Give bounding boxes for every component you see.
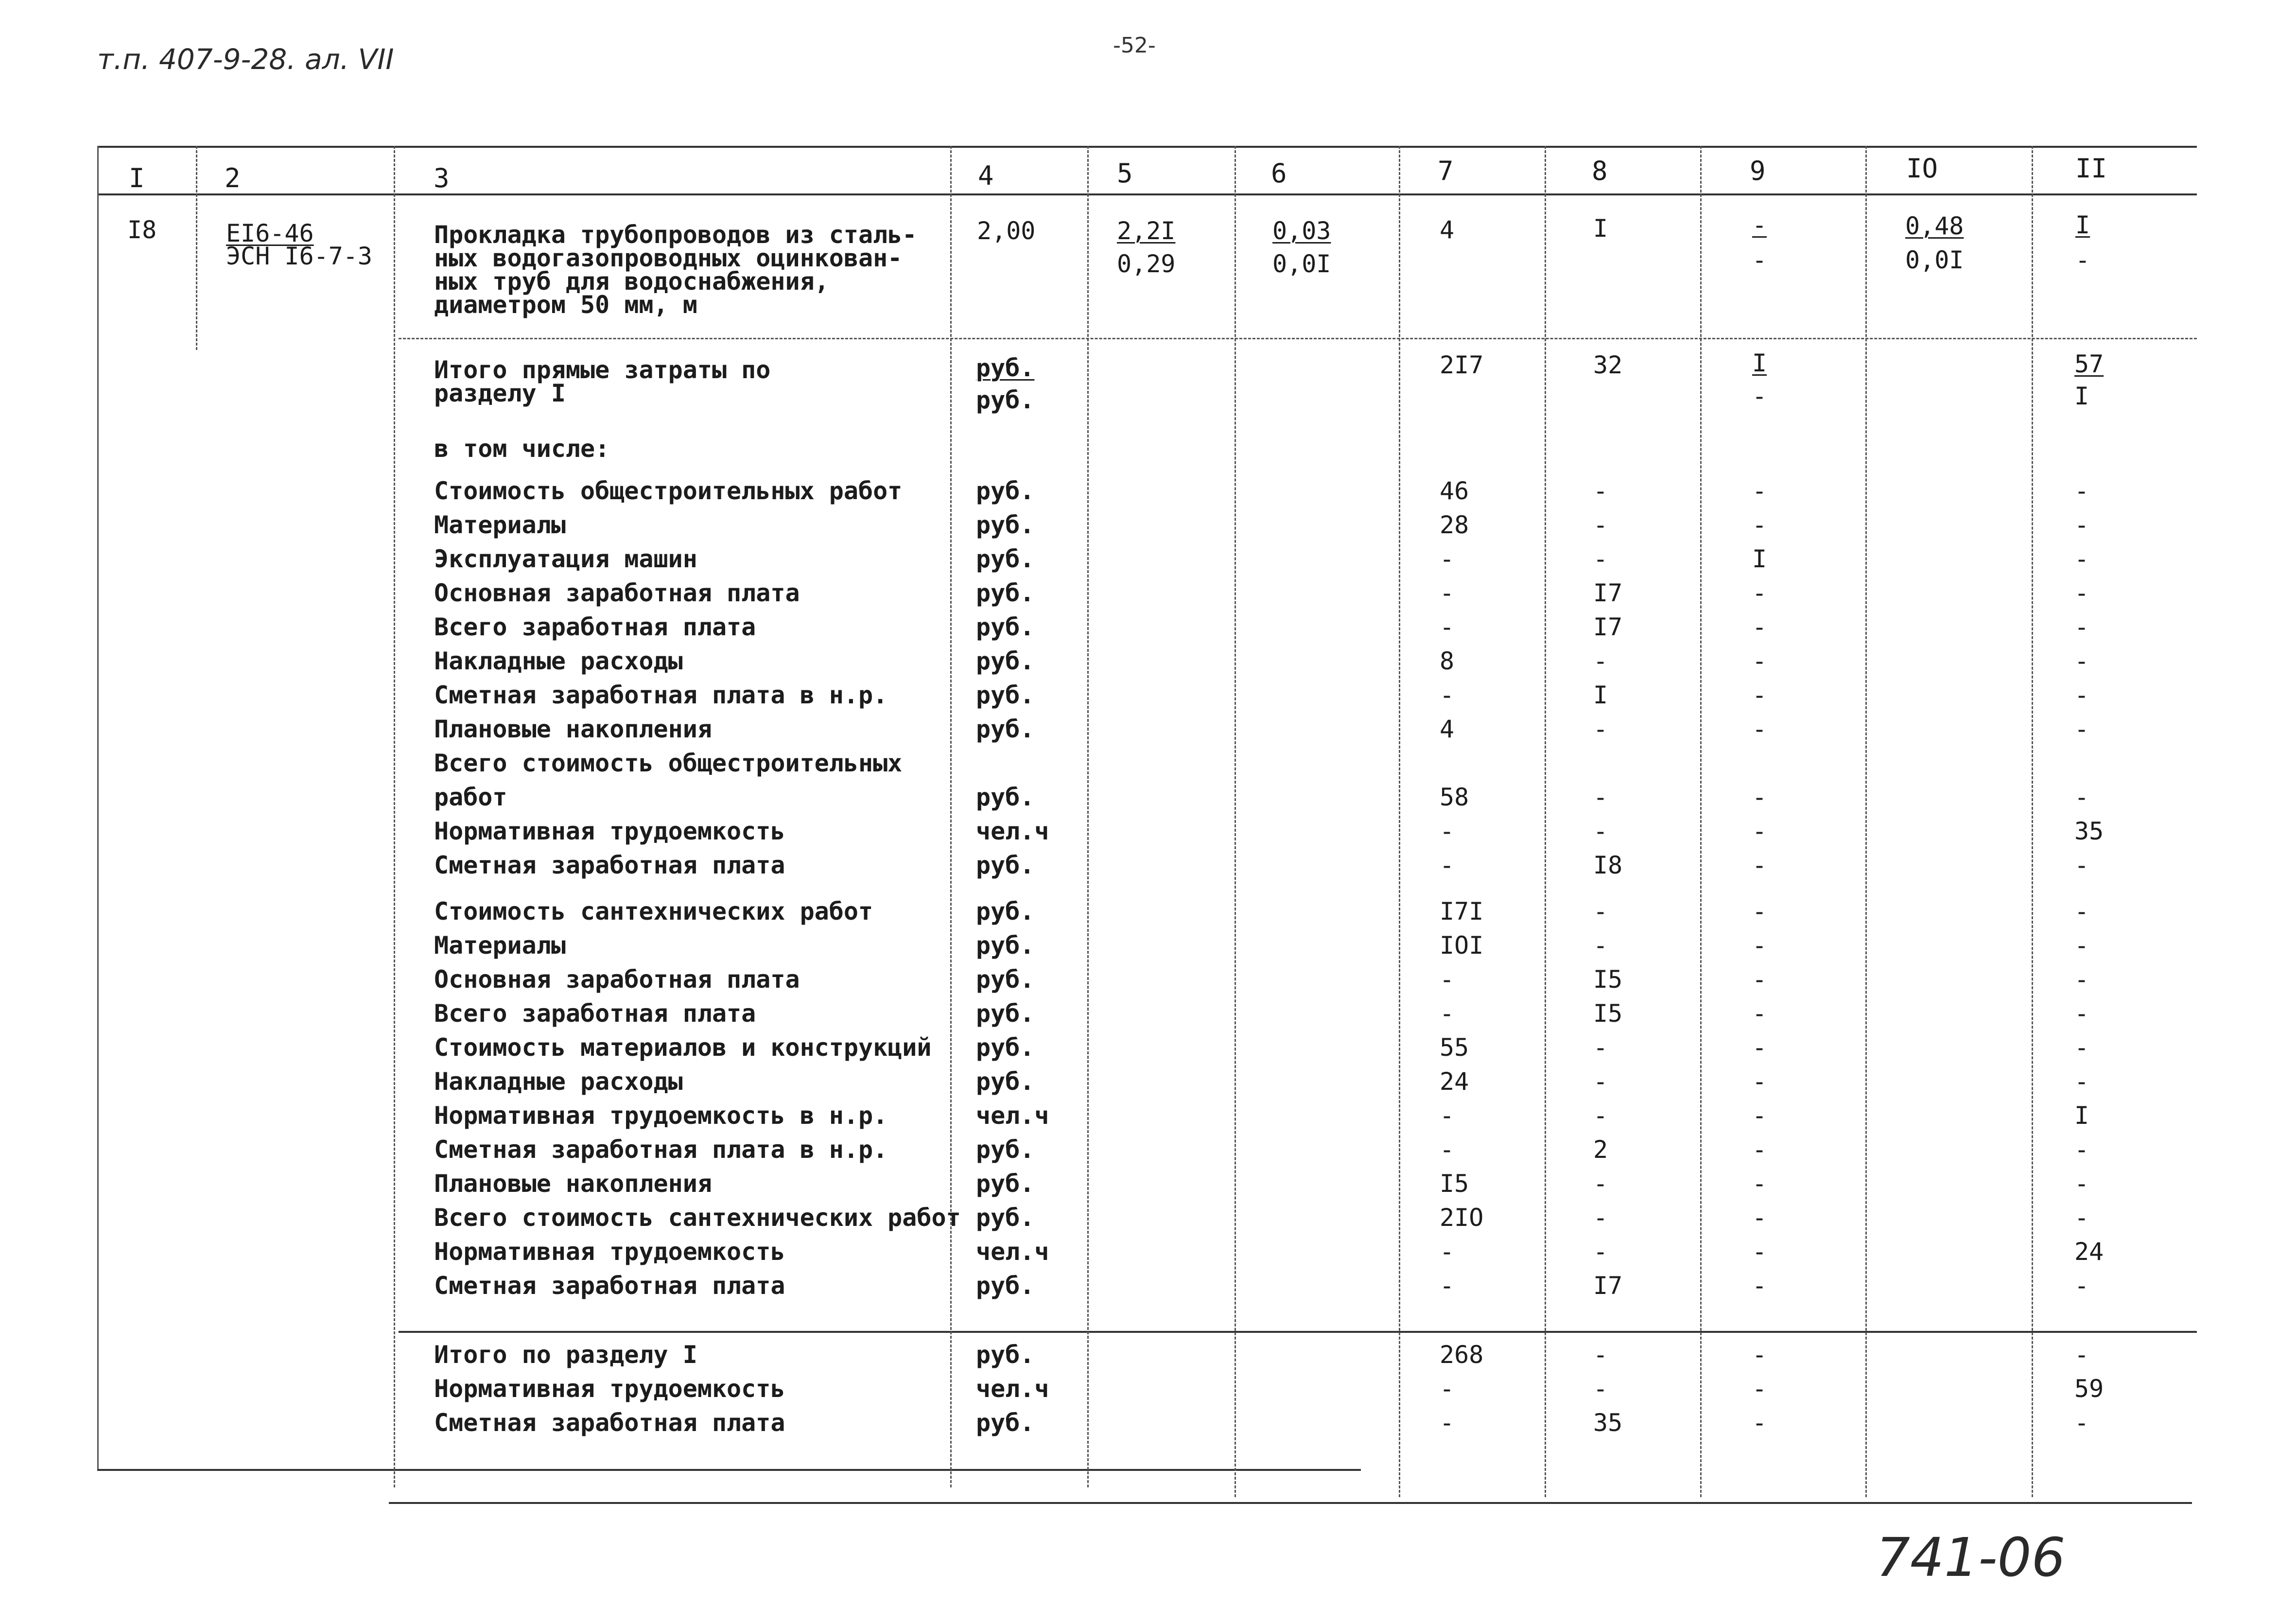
plumbing-row-c7: 55 <box>1440 1033 1469 1062</box>
document-code: т.п. 407-9-28. ал. VII <box>97 43 394 76</box>
general-row-c7: - <box>1440 681 1455 709</box>
general-row-c8: - <box>1593 817 1608 845</box>
plumbing-row-c8: 2 <box>1593 1135 1608 1164</box>
general-row-unit: руб. <box>976 715 1035 743</box>
plumbing-row-c8: - <box>1593 1067 1608 1096</box>
plumbing-row-c9: - <box>1752 931 1767 960</box>
plumbing-row-c7: - <box>1440 965 1455 994</box>
plumbing-row-c8: - <box>1593 931 1608 960</box>
header-bottom-rule <box>97 193 2197 195</box>
general-row-c9: - <box>1752 477 1767 505</box>
general-row-c9: - <box>1752 851 1767 879</box>
col-header-2: 2 <box>225 163 241 193</box>
general-row-c8: - <box>1593 511 1608 539</box>
general-row-c8: - <box>1593 715 1608 743</box>
general-row-unit: руб. <box>976 579 1035 607</box>
plumbing-row-label: Нормативная трудоемкость в н.р. <box>434 1101 888 1130</box>
col-border-8 <box>1700 146 1702 1497</box>
plumbing-row-c8: - <box>1593 1238 1608 1266</box>
plumbing-row-c9: - <box>1752 1170 1767 1198</box>
plumbing-row-c9: - <box>1752 965 1767 994</box>
plumbing-row-label: Накладные расходы <box>434 1067 683 1096</box>
plumbing-row-c8: I5 <box>1593 965 1623 994</box>
general-row-unit: руб. <box>976 613 1035 641</box>
general-row-c8: I8 <box>1593 851 1623 879</box>
plumbing-row-c7: - <box>1440 1238 1455 1266</box>
total-row-c8: 35 <box>1593 1409 1623 1437</box>
plumbing-row-c11: - <box>2074 999 2089 1028</box>
general-row-c11: - <box>2074 545 2089 573</box>
general-row-c7: 58 <box>1440 783 1469 811</box>
total-row-c7: - <box>1440 1375 1455 1403</box>
total-row-c9: - <box>1752 1409 1767 1437</box>
item-col10-bottom: 0,0I <box>1905 246 1964 274</box>
item-col6-top: 0,03 <box>1272 217 1331 245</box>
total-direct-unit-2: руб. <box>976 386 1035 414</box>
plumbing-row-label: Стоимость материалов и конструкций <box>434 1033 932 1062</box>
general-row-c7: - <box>1440 545 1455 573</box>
general-row-label: Основная заработная плата <box>434 579 800 607</box>
total-row-c11: - <box>2074 1409 2089 1437</box>
plumbing-row-unit: руб. <box>976 1067 1035 1096</box>
item-col11-bottom: - <box>2075 246 2090 274</box>
table-bottom-rule-2 <box>389 1502 2192 1504</box>
page-number: -52- <box>1113 33 1156 58</box>
total-direct-unit-1: руб. <box>976 354 1035 382</box>
plumbing-row-c7: 24 <box>1440 1067 1469 1096</box>
general-row-c11: - <box>2074 613 2089 641</box>
general-row-c11: 35 <box>2074 817 2104 845</box>
general-row-label: Материалы <box>434 511 566 539</box>
plumbing-row-c11: 24 <box>2074 1238 2104 1266</box>
plumbing-row-c9: - <box>1752 1135 1767 1164</box>
general-row-c8: I7 <box>1593 579 1623 607</box>
general-row-c9: - <box>1752 783 1767 811</box>
plumbing-row-unit: руб. <box>976 999 1035 1028</box>
general-row-c11: - <box>2074 851 2089 879</box>
item-col11-top: I <box>2075 211 2090 239</box>
total-direct-col9-bottom: - <box>1752 382 1767 410</box>
including-label: в том числе: <box>434 435 610 463</box>
col-border-left <box>97 146 99 1469</box>
plumbing-row-c11: - <box>2074 965 2089 994</box>
plumbing-row-label: Нормативная трудоемкость <box>434 1238 785 1266</box>
total-direct-col11-top: 57 <box>2074 350 2104 378</box>
general-row-c8: I <box>1593 681 1608 709</box>
total-row-c11: - <box>2074 1341 2089 1369</box>
plumbing-row-c7: - <box>1440 999 1455 1028</box>
general-row-c11: - <box>2074 715 2089 743</box>
col-border-3 <box>950 146 952 1487</box>
general-row-c9: - <box>1752 579 1767 607</box>
plumbing-row-c8: - <box>1593 1101 1608 1130</box>
item-divider <box>399 338 2197 339</box>
plumbing-row-c11: - <box>2074 1135 2089 1164</box>
total-row-c9: - <box>1752 1341 1767 1369</box>
handwritten-stamp: 741-06 <box>1876 1526 2066 1589</box>
general-row-c7: - <box>1440 851 1455 879</box>
general-row-c11: - <box>2074 681 2089 709</box>
plumbing-row-c11: - <box>2074 897 2089 926</box>
plumbing-row-c7: - <box>1440 1272 1455 1300</box>
plumbing-row-label: Всего заработная плата <box>434 999 756 1028</box>
plumbing-row-unit: руб. <box>976 897 1035 926</box>
general-row-label: Всего стоимость общестроительных <box>434 749 903 777</box>
item-col7: 4 <box>1440 216 1455 244</box>
general-row-c8: - <box>1593 545 1608 573</box>
plumbing-row-c8: I7 <box>1593 1272 1623 1300</box>
col-border-2 <box>394 146 395 1487</box>
plumbing-row-unit: руб. <box>976 931 1035 960</box>
general-row-c11: - <box>2074 579 2089 607</box>
general-row-c9: - <box>1752 681 1767 709</box>
general-row-c8: I7 <box>1593 613 1623 641</box>
general-row-c11: - <box>2074 477 2089 505</box>
col-header-1: I <box>129 163 145 193</box>
plumbing-row-c7: I7I <box>1440 897 1484 926</box>
col-header-4: 4 <box>978 160 994 191</box>
total-row-label: Нормативная трудоемкость <box>434 1375 785 1403</box>
plumbing-row-unit: руб. <box>976 1204 1035 1232</box>
plumbing-row-c8: - <box>1593 897 1608 926</box>
table-bottom-rule <box>97 1469 1361 1471</box>
total-row-label: Сметная заработная плата <box>434 1409 785 1437</box>
general-row-c7: 46 <box>1440 477 1469 505</box>
general-row-c7: 8 <box>1440 647 1455 675</box>
plumbing-row-unit: руб. <box>976 1272 1035 1300</box>
general-row-c11: - <box>2074 511 2089 539</box>
total-row-label: Итого по разделу I <box>434 1341 697 1369</box>
total-row-c7: 268 <box>1440 1341 1484 1369</box>
total-row-c9: - <box>1752 1375 1767 1403</box>
col-header-11: II <box>2075 153 2107 184</box>
general-row-c7: - <box>1440 613 1455 641</box>
col-border-9 <box>1865 146 1867 1497</box>
plumbing-row-c9: - <box>1752 999 1767 1028</box>
item-quantity: 2,00 <box>977 217 1036 245</box>
plumbing-row-unit: руб. <box>976 1033 1035 1062</box>
item-col9-bottom: - <box>1752 246 1767 274</box>
general-row-c7: - <box>1440 817 1455 845</box>
general-row-c9: - <box>1752 647 1767 675</box>
general-row-c7: 28 <box>1440 511 1469 539</box>
col-header-6: 6 <box>1271 158 1287 189</box>
item-code-1: EI6-46 <box>226 219 314 247</box>
general-row-c11: - <box>2074 783 2089 811</box>
plumbing-row-c8: - <box>1593 1033 1608 1062</box>
total-direct-col8: 32 <box>1593 351 1623 379</box>
general-row-unit: руб. <box>976 511 1035 539</box>
total-direct-label-1: Итого прямые затраты по <box>434 356 771 384</box>
plumbing-row-c9: - <box>1752 1101 1767 1130</box>
plumbing-row-c7: I5 <box>1440 1170 1469 1198</box>
plumbing-row-c7: - <box>1440 1101 1455 1130</box>
general-row-label: работ <box>434 783 507 811</box>
item-col8: I <box>1593 214 1608 243</box>
general-row-unit: руб. <box>976 681 1035 709</box>
total-row-c8: - <box>1593 1341 1608 1369</box>
general-row-unit: чел.ч <box>976 817 1049 845</box>
general-row-c9: - <box>1752 715 1767 743</box>
col-header-9: 9 <box>1750 156 1766 186</box>
item-col10-top: 0,48 <box>1905 212 1964 240</box>
plumbing-row-c11: - <box>2074 931 2089 960</box>
general-row-label: Всего заработная плата <box>434 613 756 641</box>
general-row-c9: - <box>1752 613 1767 641</box>
table-top-rule <box>97 146 2197 148</box>
plumbing-row-c7: 2IO <box>1440 1204 1484 1232</box>
item-col9-top: - <box>1752 211 1767 239</box>
col-border-6 <box>1399 146 1400 1497</box>
total-direct-col9-top: I <box>1752 349 1767 377</box>
col-header-10: IO <box>1906 153 1938 184</box>
general-row-label: Накладные расходы <box>434 647 683 675</box>
plumbing-row-c9: - <box>1752 1033 1767 1062</box>
col-border-10 <box>2032 146 2033 1497</box>
general-row-label: Сметная заработная плата <box>434 851 785 879</box>
item-description-line-1: Прокладка трубопроводов из сталь- <box>434 221 917 249</box>
total-row-unit: чел.ч <box>976 1375 1049 1403</box>
general-row-unit: руб. <box>976 647 1035 675</box>
plumbing-row-label: Материалы <box>434 931 566 960</box>
col-header-7: 7 <box>1438 156 1454 186</box>
total-direct-col7: 2I7 <box>1440 351 1484 379</box>
plumbing-row-unit: руб. <box>976 1170 1035 1198</box>
col-header-8: 8 <box>1592 156 1608 186</box>
plumbing-row-c7: IOI <box>1440 931 1484 960</box>
general-row-c7: 4 <box>1440 715 1455 743</box>
item-col5-top: 2,2I <box>1117 217 1176 245</box>
plumbing-row-c8: - <box>1593 1170 1608 1198</box>
plumbing-row-c9: - <box>1752 1272 1767 1300</box>
item-number: I8 <box>127 216 157 244</box>
plumbing-row-unit: руб. <box>976 1135 1035 1164</box>
plumbing-row-c9: - <box>1752 1067 1767 1096</box>
general-row-c9: I <box>1752 545 1767 573</box>
total-direct-col11-bottom: I <box>2074 382 2089 410</box>
total-direct-label-2: разделу I <box>434 379 566 407</box>
item-description-line-2: ных водогазопроводных оцинкован- <box>434 244 903 272</box>
general-row-label: Плановые накопления <box>434 715 712 743</box>
general-row-c8: - <box>1593 783 1608 811</box>
plumbing-row-c9: - <box>1752 1204 1767 1232</box>
col-header-5: 5 <box>1117 158 1133 189</box>
general-row-unit: руб. <box>976 477 1035 505</box>
total-row-unit: руб. <box>976 1341 1035 1369</box>
general-row-unit: руб. <box>976 783 1035 811</box>
general-row-unit: руб. <box>976 851 1035 879</box>
plumbing-row-label: Всего стоимость сантехнических работ <box>434 1204 961 1232</box>
plumbing-row-unit: руб. <box>976 965 1035 994</box>
general-row-unit: руб. <box>976 545 1035 573</box>
general-row-c7: - <box>1440 579 1455 607</box>
plumbing-row-c11: I <box>2074 1101 2089 1130</box>
col-border-4 <box>1087 146 1089 1487</box>
item-description-line-4: диаметром 50 мм, м <box>434 291 697 319</box>
plumbing-row-label: Плановые накопления <box>434 1170 712 1198</box>
col-border-5 <box>1235 146 1236 1497</box>
item-description-line-3: ных труб для водоснабжения, <box>434 267 829 296</box>
general-row-label: Эксплуатация машин <box>434 545 697 573</box>
plumbing-row-c8: I5 <box>1593 999 1623 1028</box>
plumbing-row-c7: - <box>1440 1135 1455 1164</box>
plumbing-row-label: Сметная заработная плата <box>434 1272 785 1300</box>
plumbing-row-c11: - <box>2074 1067 2089 1096</box>
plumbing-row-label: Сметная заработная плата в н.р. <box>434 1135 888 1164</box>
plumbing-row-c11: - <box>2074 1033 2089 1062</box>
plumbing-row-c11: - <box>2074 1272 2089 1300</box>
plumbing-row-c9: - <box>1752 897 1767 926</box>
general-row-label: Стоимость общестроительных работ <box>434 477 903 505</box>
general-row-c11: - <box>2074 647 2089 675</box>
section-total-divider <box>399 1331 2197 1333</box>
general-row-c8: - <box>1593 647 1608 675</box>
item-code-2: ЭСН I6-7-3 <box>226 242 373 270</box>
total-row-unit: руб. <box>976 1409 1035 1437</box>
general-row-c9: - <box>1752 817 1767 845</box>
total-row-c8: - <box>1593 1375 1608 1403</box>
plumbing-row-c11: - <box>2074 1204 2089 1232</box>
plumbing-row-unit: чел.ч <box>976 1101 1049 1130</box>
plumbing-row-c8: - <box>1593 1204 1608 1232</box>
total-row-c11: 59 <box>2074 1375 2104 1403</box>
total-row-c7: - <box>1440 1409 1455 1437</box>
general-row-label: Сметная заработная плата в н.р. <box>434 681 888 709</box>
item-col5-bottom: 0,29 <box>1117 250 1176 278</box>
plumbing-row-c11: - <box>2074 1170 2089 1198</box>
general-row-c9: - <box>1752 511 1767 539</box>
plumbing-row-unit: чел.ч <box>976 1238 1049 1266</box>
col-header-3: 3 <box>434 163 450 193</box>
plumbing-row-c9: - <box>1752 1238 1767 1266</box>
plumbing-row-label: Основная заработная плата <box>434 965 800 994</box>
col-border-1 <box>196 146 197 350</box>
general-row-c8: - <box>1593 477 1608 505</box>
plumbing-row-label: Стоимость сантехнических работ <box>434 897 873 926</box>
item-col6-bottom: 0,0I <box>1272 250 1331 278</box>
general-row-label: Нормативная трудоемкость <box>434 817 785 845</box>
col-border-7 <box>1545 146 1546 1497</box>
